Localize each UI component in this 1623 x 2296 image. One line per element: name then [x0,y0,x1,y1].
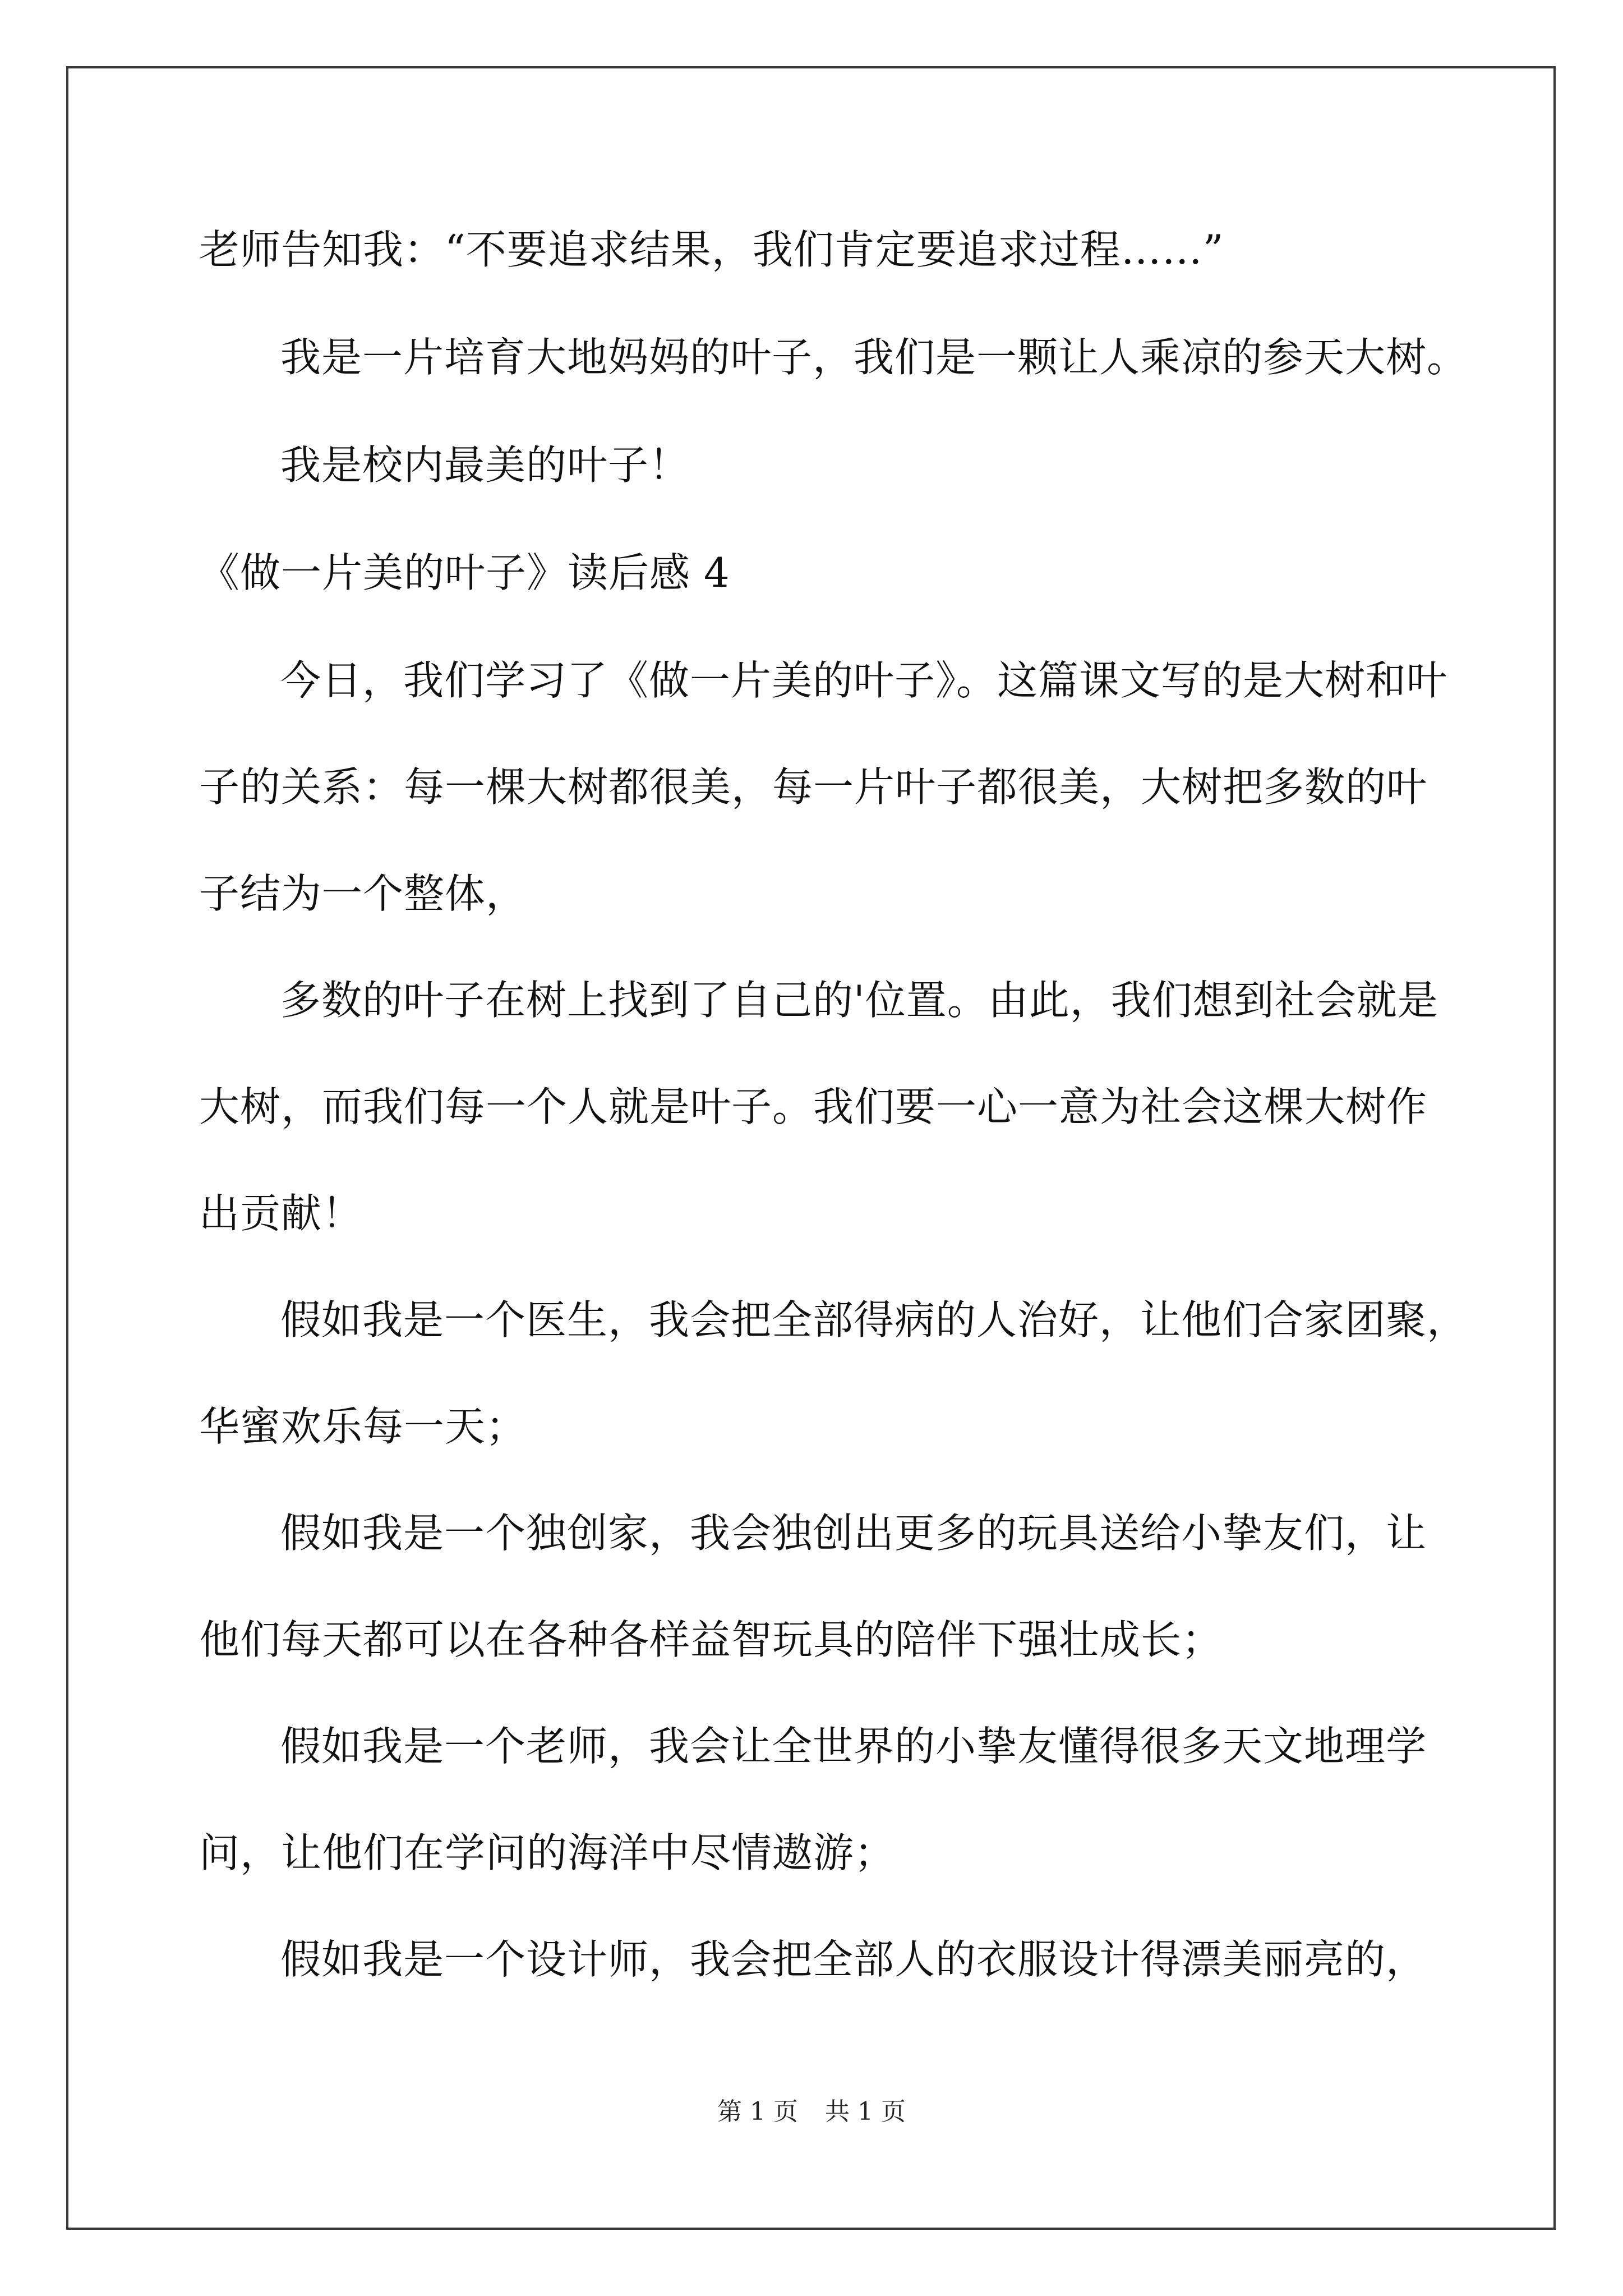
text-line: 今日，我们学习了《做一片美的叶子》。这篇课文写的是大树和叶 [280,657,1448,704]
page-total: 共 1 页 [825,2097,906,2126]
text-line: 子的关系：每一棵大树都很美，每一片叶子都很美，大树把多数的叶 [199,763,1428,811]
text-line: 出贡献！ [199,1190,363,1237]
text-line: 我是校内最美的叶子！ [280,441,690,489]
text-line: 假如我是一个独创家，我会独创出更多的玩具送给小挚友们，让 [280,1510,1427,1557]
page-number: 第 1 页 [717,2097,798,2126]
page-footer [0,2095,1623,2129]
text-line: 他们每天都可以在各种各样益智玩具的陪伴下强壮成长； [199,1616,1223,1663]
text-line: 假如我是一个设计师，我会把全部人的衣服设计得漂美丽亮的， [280,1936,1427,1983]
text-line: 华蜜欢乐每一天； [199,1403,527,1450]
text-line: 我是一片培育大地妈妈的叶子，我们是一颗让人乘凉的参天大树。 [280,334,1468,381]
text-line: 多数的叶子在树上找到了自己的'位置。由此，我们想到社会就是 [280,977,1438,1024]
text-line: 子结为一个整体， [199,870,527,917]
text-line: 老师告知我：“不要追求结果，我们肯定要追求过程……” [199,226,1224,273]
page-border [66,66,1556,2230]
section-heading: 《做一片美的叶子》读后感 4 [199,549,730,596]
text-line: 问，让他们在学问的海洋中尽情遨游； [199,1829,896,1876]
text-line: 假如我是一个老师，我会让全世界的小挚友懂得很多天文地理学 [280,1723,1427,1770]
text-line: 假如我是一个医生，我会把全部得病的人治好，让他们合家团聚， [280,1296,1468,1343]
text-line: 大树，而我们每一个人就是叶子。我们要一心一意为社会这棵大树作 [199,1083,1428,1130]
